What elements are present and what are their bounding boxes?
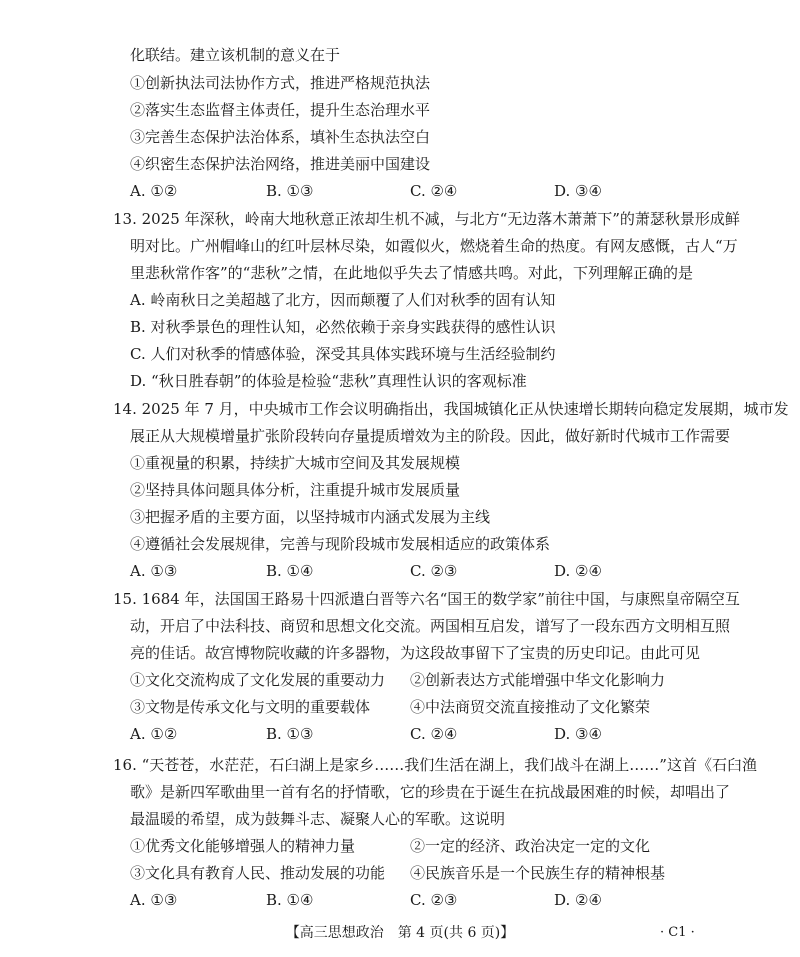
q12-statement-4: ④织密生态保护法治网络，推进美丽中国建设 xyxy=(130,155,431,173)
q14-option-a: A. ①③ xyxy=(130,562,178,580)
q12-stem-line: 化联结。建立该机制的意义在于 xyxy=(130,46,341,64)
q15-option-c: C. ②④ xyxy=(410,725,458,743)
q12-option-b: B. ①③ xyxy=(266,182,314,200)
q16-options xyxy=(130,887,730,913)
q13-stem-line-1: 13. 2025 年深秋，岭南大地秋意正浓却生机不减，与北方“无边落木萧萧下”的萧瑟秋景形成鲜 xyxy=(113,210,740,228)
q14-statement-4: ④遵循社会发展规律，完善与现阶段城市发展相适应的政策体系 xyxy=(130,535,551,553)
q14-statement-3: ③把握矛盾的主要方面，以坚持城市内涵式发展为主线 xyxy=(130,508,491,526)
q15-stem-line-1: 15. 1684 年，法国国王路易十四派遣白晋等六名“国王的数学家”前往中国，与康熙皇帝隔空互 xyxy=(113,590,740,608)
q16-option-d: D. ②④ xyxy=(554,891,602,909)
q13-option-b: B. 对秋季景色的理性认知，必然依赖于亲身实践获得的感性认识 xyxy=(130,318,556,336)
q14-option-d: D. ②④ xyxy=(554,562,602,580)
q14-stem-line-2: 展正从大规模增量扩张阶段转向存量提质增效为主的阶段。因此，做好新时代城市工作需要 xyxy=(130,427,731,445)
q12-option-c: C. ②④ xyxy=(410,182,458,200)
q12-option-a: A. ①② xyxy=(130,182,178,200)
q15-option-a: A. ①② xyxy=(130,725,178,743)
page-footer: 【高三思想政治 第 4 页(共 6 页)】 xyxy=(285,925,515,941)
q16-stem-line-3: 最温暖的希望，成为鼓舞斗志、凝聚人心的军歌。这说明 xyxy=(130,810,506,828)
q12-option-d: D. ③④ xyxy=(554,182,602,200)
q14-statement-1: ①重视量的积累，持续扩大城市空间及其发展规模 xyxy=(130,454,461,472)
q16-statement-4: ④民族音乐是一个民族生存的精神根基 xyxy=(410,864,666,882)
q15-statement-3: ③文物是传承文化与文明的重要载体 xyxy=(130,698,371,716)
q15-statement-1: ①文化交流构成了文化发展的重要动力 xyxy=(130,671,386,689)
q15-statement-4: ④中法商贸交流直接推动了文化繁荣 xyxy=(410,698,651,716)
q15-option-d: D. ③④ xyxy=(554,725,602,743)
q16-option-c: C. ②③ xyxy=(410,891,458,909)
q13-stem-line-3: 里悲秋常作客”的“悲秋”之情，在此地似乎失去了情感共鸣。对此，下列理解正确的是 xyxy=(130,264,694,282)
q16-statement-1: ①优秀文化能够增强人的精神力量 xyxy=(130,837,356,855)
q15-stem-line-3: 亮的佳话。故宫博物院收藏的许多器物，为这段故事留下了宝贵的历史印记。由此可见 xyxy=(130,644,701,662)
q15-option-b: B. ①③ xyxy=(266,725,314,743)
q12-options xyxy=(130,178,730,204)
q15-statements-row-2 xyxy=(130,694,730,720)
q15-options xyxy=(130,721,730,747)
q12-statement-3: ③完善生态保护法治体系，填补生态执法空白 xyxy=(130,128,431,146)
q14-stem-line-1: 14. 2025 年 7 月，中央城市工作会议明确指出，我国城镇化正从快速增长期转向稳定发展期，城市发 xyxy=(113,400,789,418)
q12-statement-2: ②落实生态监督主体责任，提升生态治理水平 xyxy=(130,101,431,119)
q12-statement-1: ①创新执法司法协作方式，推进严格规范执法 xyxy=(130,74,431,92)
q16-statements-row-2 xyxy=(130,860,730,886)
q16-option-a: A. ①③ xyxy=(130,891,178,909)
q16-stem-line-1: 16. “天苍苍，水茫茫，石臼湖上是家乡……我们生活在湖上，我们战斗在湖上……”这首《石臼渔 xyxy=(113,756,757,774)
paper-code: · C1 · xyxy=(660,925,695,940)
q16-stem-line-2: 歌》是新四军歌曲里一首有名的抒情歌，它的珍贵在于诞生在抗战最困难的时候，却唱出了 xyxy=(130,783,731,801)
q14-option-c: C. ②③ xyxy=(410,562,458,580)
q16-statements-row-1 xyxy=(130,833,730,859)
q15-statements-row-1 xyxy=(130,667,730,693)
q14-options xyxy=(130,558,730,584)
q13-option-d: D. “秋日胜春朝”的体验是检验“悲秋”真理性认识的客观标准 xyxy=(130,372,527,390)
q14-option-b: B. ①④ xyxy=(266,562,314,580)
q15-statement-2: ②创新表达方式能增强中华文化影响力 xyxy=(410,671,666,689)
q16-statement-3: ③文化具有教育人民、推动发展的功能 xyxy=(130,864,386,882)
q16-statement-2: ②一定的经济、政治决定一定的文化 xyxy=(410,837,651,855)
q14-statement-2: ②坚持具体问题具体分析，注重提升城市发展质量 xyxy=(130,481,461,499)
q13-option-c: C. 人们对秋季的情感体验，深受其具体实践环境与生活经验制约 xyxy=(130,345,556,363)
q16-option-b: B. ①④ xyxy=(266,891,314,909)
q13-option-a: A. 岭南秋日之美超越了北方，因而颠覆了人们对秋季的固有认知 xyxy=(130,291,556,309)
q15-stem-line-2: 动，开启了中法科技、商贸和思想文化交流。两国相互启发，谱写了一段东西方文明相互照 xyxy=(130,617,731,635)
q13-stem-line-2: 明对比。广州帽峰山的红叶层林尽染，如霞似火，燃烧着生命的热度。有网友感慨，古人“万 xyxy=(130,237,738,255)
